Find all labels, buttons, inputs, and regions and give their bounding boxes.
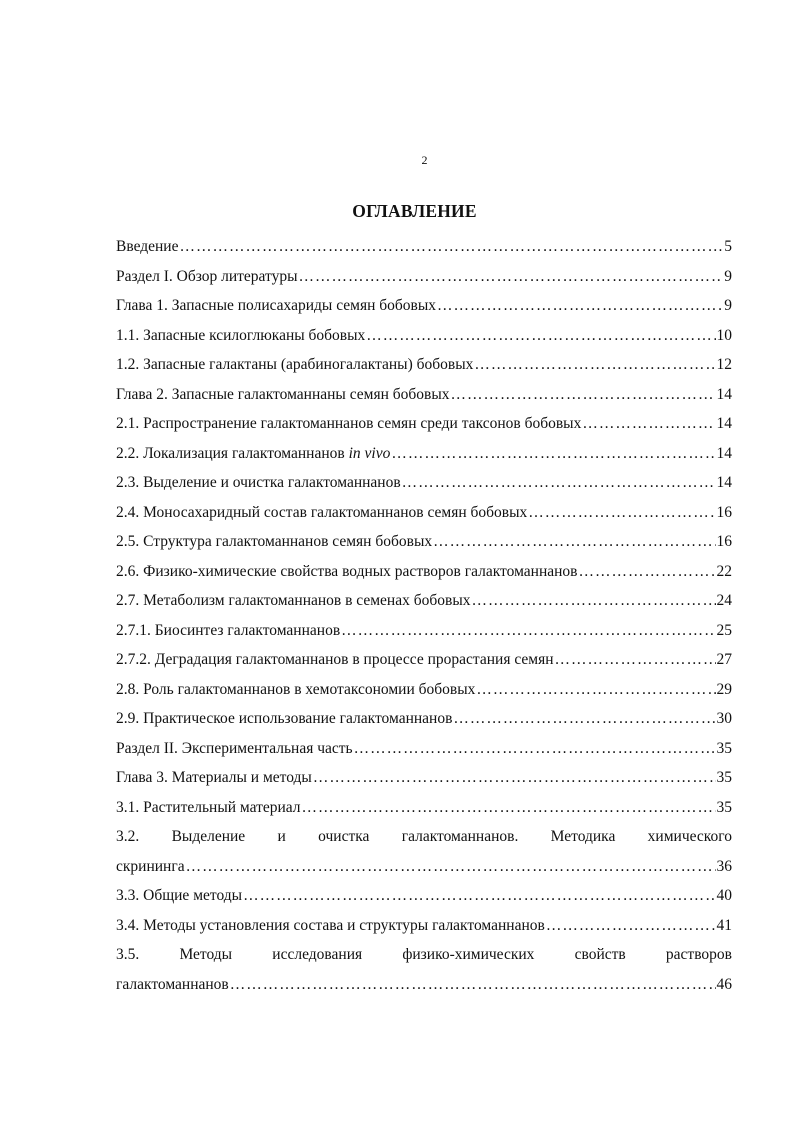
leader-dots	[579, 557, 716, 587]
toc-entry-page: 12	[716, 356, 732, 373]
toc-entry	[116, 409, 732, 439]
toc-entry-label: Глава 3. Материалы и методы	[116, 769, 312, 786]
leader-dots	[476, 675, 715, 705]
toc-entry-label: 2.7. Метаболизм галактоманнанов в семенах бобовых	[116, 592, 471, 609]
leader-dots	[433, 527, 715, 557]
toc-entry	[116, 232, 732, 262]
leader-dots	[341, 616, 715, 646]
toc-entry-page: 30	[716, 710, 732, 727]
toc-entry-label-text: 2.2. Локализация галактоманнанов	[116, 444, 345, 462]
toc-entry-label: 2.8. Роль галактоманнанов в хемотаксономии бобовых	[116, 680, 476, 698]
toc-entry	[116, 468, 732, 498]
toc-entry-label: 2.9. Практическое использование галактоманнанов	[116, 710, 453, 727]
toc-entry-label: 2.1. Распространение галактоманнанов семян среди таксонов бобовых	[116, 415, 582, 432]
toc-entry	[116, 734, 732, 764]
toc-entry-label: Раздел II. Экспериментальная часть	[116, 739, 353, 757]
leader-dots	[453, 704, 715, 734]
leader-dots	[451, 380, 716, 410]
leader-dots	[472, 586, 716, 616]
toc-entry-page: 22	[716, 562, 732, 580]
toc-entry-label: галактоманнанов	[116, 975, 229, 993]
toc-entry-page: 14	[716, 474, 732, 491]
toc-entry-label: 1.1. Запасные ксилоглюканы бобовых	[116, 326, 366, 344]
table-of-contents	[116, 232, 732, 999]
toc-entry-label: Введение	[116, 238, 179, 255]
toc-entry-page: 35	[716, 798, 732, 816]
toc-entry-page: 35	[716, 739, 732, 757]
toc-entry-label: 2.7.1. Биосинтез галактоманнанов	[116, 621, 341, 639]
toc-entry-page: 14	[716, 415, 732, 432]
leader-dots	[313, 763, 716, 793]
toc-entry-label: 2.4. Моносахаридный состав галактоманнанов семян бобовых	[116, 503, 528, 521]
toc-entry-first-line: 3.2. Выделение и очистка галактоманнанов. Методика химического	[116, 828, 732, 845]
toc-entry-label: скрининга	[116, 857, 185, 875]
toc-entry-label: 3.4. Методы установления состава и структуры галактоманнанов	[116, 916, 545, 934]
toc-entry	[116, 616, 732, 646]
toc-entry-label: 3.3. Общие методы	[116, 887, 243, 904]
leader-dots	[230, 970, 716, 1000]
leader-dots	[582, 409, 715, 439]
toc-entry-label: Глава 2. Запасные галактоманнаны семян бобовых	[116, 385, 450, 403]
toc-entry	[116, 763, 732, 793]
toc-entry-label: 2.3. Выделение и очистка галактоманнанов	[116, 474, 401, 491]
toc-entry	[116, 498, 732, 528]
toc-entry-label: 2.7.2. Деградация галактоманнанов в процессе прорастания семян	[116, 651, 554, 668]
toc-entry-page: 25	[716, 621, 732, 639]
leader-dots	[528, 498, 715, 528]
toc-entry-page: 9	[724, 267, 732, 285]
leader-dots	[243, 881, 715, 911]
toc-entry-page: 10	[716, 326, 732, 344]
toc-entry	[116, 586, 732, 616]
toc-entry-label: Глава 1. Запасные полисахариды семян бобовых	[116, 297, 437, 314]
toc-entry-label-italic: in vivo	[348, 444, 391, 462]
toc-entry-page: 27	[716, 651, 732, 668]
page-number: 2	[421, 153, 428, 167]
toc-entry	[116, 350, 732, 380]
leader-dots	[474, 350, 715, 380]
toc-entry	[116, 557, 732, 587]
toc-entry-page: 5	[724, 238, 732, 255]
toc-entry-label: 1.2. Запасные галактаны (арабиногалактаны) бобовых	[116, 356, 474, 373]
toc-entry-page: 9	[724, 297, 732, 314]
toc-entry	[116, 852, 732, 882]
toc-entry	[116, 291, 732, 321]
toc-entry-page: 24	[716, 592, 732, 609]
leader-dots	[186, 852, 716, 882]
toc-entry	[116, 704, 732, 734]
leader-dots	[391, 439, 715, 469]
page-title: ОГЛАВЛЕНИЕ	[352, 201, 477, 221]
toc-entry-page: 36	[716, 857, 732, 875]
toc-entry-label: 2.5. Структура галактоманнанов семян бобовых	[116, 533, 433, 550]
toc-entry-page: 35	[716, 769, 732, 786]
toc-entry-first-line: 3.5. Методы исследования физико-химических свойств растворов	[116, 946, 732, 963]
toc-entry	[116, 262, 732, 292]
leader-dots	[546, 911, 716, 941]
toc-entry-label	[116, 439, 390, 469]
toc-entry	[116, 645, 732, 675]
toc-entry	[116, 439, 732, 469]
leader-dots	[179, 232, 723, 262]
toc-entry-label: 2.6. Физико-химические свойства водных растворов галактоманнанов	[116, 562, 578, 580]
toc-entry	[116, 911, 732, 941]
toc-entry-page: 14	[716, 444, 732, 462]
toc-entry	[116, 675, 732, 705]
leader-dots	[354, 734, 716, 764]
toc-entry-page: 16	[716, 503, 732, 521]
toc-entry-page: 16	[716, 533, 732, 550]
leader-dots	[402, 468, 716, 498]
toc-entry-page: 29	[716, 680, 732, 698]
leader-dots	[299, 262, 724, 292]
toc-entry-page: 41	[716, 916, 732, 934]
leader-dots	[437, 291, 723, 321]
toc-entry	[116, 793, 732, 823]
toc-entry	[116, 321, 732, 351]
toc-entry	[116, 380, 732, 410]
leader-dots	[555, 645, 716, 675]
toc-entry	[116, 527, 732, 557]
toc-entry	[116, 970, 732, 1000]
toc-entry-label: Раздел I. Обзор литературы	[116, 267, 298, 285]
leader-dots	[366, 321, 715, 351]
toc-entry-page: 40	[716, 887, 732, 904]
toc-entry-page: 14	[716, 385, 732, 403]
toc-entry	[116, 881, 732, 911]
toc-entry-label: 3.1. Растительный материал	[116, 798, 301, 816]
leader-dots	[302, 793, 716, 823]
toc-entry-page: 46	[716, 975, 732, 993]
